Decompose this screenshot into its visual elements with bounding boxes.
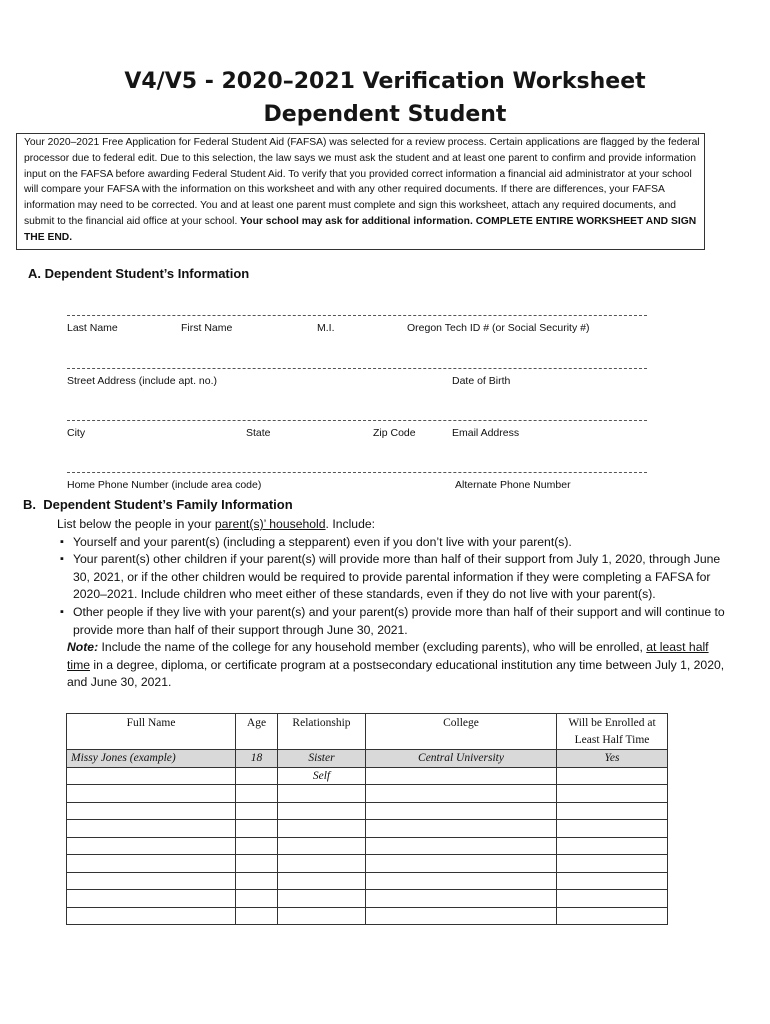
college-cell[interactable] (366, 907, 557, 925)
fill-line-address[interactable] (67, 368, 647, 369)
college-cell[interactable] (366, 890, 557, 908)
enrolled-cell[interactable] (557, 837, 668, 855)
college-cell[interactable] (366, 855, 557, 873)
bullet-other-children: ▪ Your parent(s) other children if your parent(s) will provide more than half of their support from July 1, 2020, through June 30, 2021, or if the other children would be required to provide parental information if they were completing a FAFSA for 2020–2021. Include children who meet either of these standards, even if they do not live with your parent(s). (57, 551, 727, 604)
example-name: Missy Jones (example) (67, 750, 236, 768)
bullet-yourself: ▪ Yourself and your parent(s) (including a stepparent) even if you don’t live with your parent(s). (57, 534, 727, 552)
enrolled-cell[interactable] (557, 907, 668, 925)
example-relationship: Sister (278, 750, 366, 768)
enrolled-cell[interactable] (557, 802, 668, 820)
note-label: Note: (67, 640, 99, 655)
relationship-cell[interactable] (278, 890, 366, 908)
city-label: City (67, 427, 86, 439)
name-cell[interactable] (67, 820, 236, 838)
enrolled-cell[interactable] (557, 872, 668, 890)
student-id-label: Oregon Tech ID # (or Social Security #) (407, 322, 590, 334)
age-cell[interactable] (236, 785, 278, 803)
intro-bold-tail: . COMPLETE ENTIRE WORKSHEET AND SIGN THE END. (24, 215, 697, 243)
example-row (67, 750, 668, 768)
name-cell[interactable] (67, 855, 236, 873)
intro-bold-text: Your school may ask for additional information (240, 215, 470, 227)
name-cell[interactable] (67, 802, 236, 820)
street-address-label: Street Address (include apt. no.) (67, 375, 217, 387)
bullet-other-people: ▪ Other people if they live with your parent(s) and your parent(s) provide more than half of their support and will continue to provide more than half of their support through June 30, 2021. (57, 604, 727, 639)
college-cell[interactable] (366, 872, 557, 890)
name-cell[interactable] (67, 767, 236, 785)
name-cell[interactable] (67, 890, 236, 908)
email-label: Email Address (452, 427, 520, 439)
self-relationship-cell: Self (278, 767, 366, 785)
first-name-label: First Name (181, 322, 233, 334)
intro-text: Your 2020–2021 Free Application for Federal Student Aid (FAFSA) was selected for a review process. Certain applications are flagged by the federal processor due to federal edit. Due to this selection, the law says we must ask the student and at least one parent to confirm and provide information input on the FAFSA before awarding Federal Student Aid. To verify that you provided correct information a financial aid administrator at your school will compare your FAFSA with the information on this worksheet and with any other required documents. If there are differences, your FAFSA information may need to be corrected. You and at least one parent must complete and sign this worksheet, attach any required documents, and submit to the financial aid office at your school. (24, 137, 700, 227)
relationship-cell[interactable] (278, 837, 366, 855)
state-label: State (246, 427, 271, 439)
college-cell[interactable] (366, 802, 557, 820)
age-header: Age (236, 714, 278, 750)
enrolled-header: Will be Enrolled at Least Half Time (557, 714, 668, 750)
age-cell[interactable] (236, 872, 278, 890)
name-cell[interactable] (67, 907, 236, 925)
family-intro: List below the people in your parent(s)’ household. Include: (57, 517, 376, 531)
relationship-cell[interactable] (278, 820, 366, 838)
fill-line-city[interactable] (67, 420, 647, 421)
household-table (66, 713, 668, 925)
family-instructions (57, 516, 727, 692)
half-time-underline: at least half time (67, 640, 709, 672)
table-row[interactable] (67, 820, 668, 838)
name-cell[interactable] (67, 785, 236, 803)
table-row[interactable] (67, 802, 668, 820)
age-cell[interactable] (236, 767, 278, 785)
college-cell[interactable] (366, 820, 557, 838)
age-cell[interactable] (236, 802, 278, 820)
relationship-cell[interactable] (278, 785, 366, 803)
college-header: College (366, 714, 557, 750)
table-row[interactable] (67, 890, 668, 908)
table-header-row (67, 714, 668, 750)
relationship-header: Relationship (278, 714, 366, 750)
age-cell[interactable] (236, 820, 278, 838)
section-b-heading: B. Dependent Student’s Family Information (23, 497, 293, 512)
relationship-cell[interactable] (278, 907, 366, 925)
age-cell[interactable] (236, 837, 278, 855)
table-row[interactable] (67, 837, 668, 855)
enrolled-cell[interactable] (557, 820, 668, 838)
college-cell[interactable] (366, 837, 557, 855)
home-phone-label: Home Phone Number (include area code) (67, 479, 262, 491)
name-cell[interactable] (67, 837, 236, 855)
name-cell[interactable] (67, 872, 236, 890)
fill-line-name[interactable] (67, 315, 647, 316)
intro-box (16, 133, 705, 250)
alternate-phone-label: Alternate Phone Number (455, 479, 571, 491)
enrolled-cell[interactable] (557, 785, 668, 803)
enrolled-cell[interactable] (557, 855, 668, 873)
age-cell[interactable] (236, 907, 278, 925)
enrolled-cell[interactable] (557, 767, 668, 785)
table-row-self[interactable] (67, 767, 668, 785)
date-of-birth-label: Date of Birth (452, 375, 511, 387)
age-cell[interactable] (236, 890, 278, 908)
table-row[interactable] (67, 872, 668, 890)
relationship-cell[interactable] (278, 872, 366, 890)
zip-code-label: Zip Code (373, 427, 416, 439)
example-age: 18 (236, 750, 278, 768)
table-row[interactable] (67, 855, 668, 873)
last-name-label: Last Name (67, 322, 118, 334)
full-name-header: Full Name (67, 714, 236, 750)
age-cell[interactable] (236, 855, 278, 873)
relationship-cell[interactable] (278, 855, 366, 873)
worksheet-title: V4/V5 - 2020–2021 Verification Worksheet (124, 69, 646, 94)
household-link-text: parent(s)’ household (214, 517, 326, 531)
worksheet-subtitle: Dependent Student (263, 102, 507, 127)
college-cell[interactable] (366, 785, 557, 803)
table-row[interactable] (67, 907, 668, 925)
enrolled-cell[interactable] (557, 890, 668, 908)
fill-line-phone[interactable] (67, 472, 647, 473)
example-enrolled: Yes (557, 750, 668, 768)
college-cell[interactable] (366, 767, 557, 785)
relationship-cell[interactable] (278, 802, 366, 820)
table-row[interactable] (67, 785, 668, 803)
example-college: Central University (366, 750, 557, 768)
mi-label: M.I. (317, 322, 335, 334)
section-a-heading: A. Dependent Student’s Information (28, 266, 250, 281)
college-note: Note: Include the name of the college for any household member (excluding parents), who will be enrolled, at least half time in a degree, diploma, or certificate program at a postsecondary educational institution any time between July 1, 2020, and June 30, 2021. (67, 640, 725, 690)
